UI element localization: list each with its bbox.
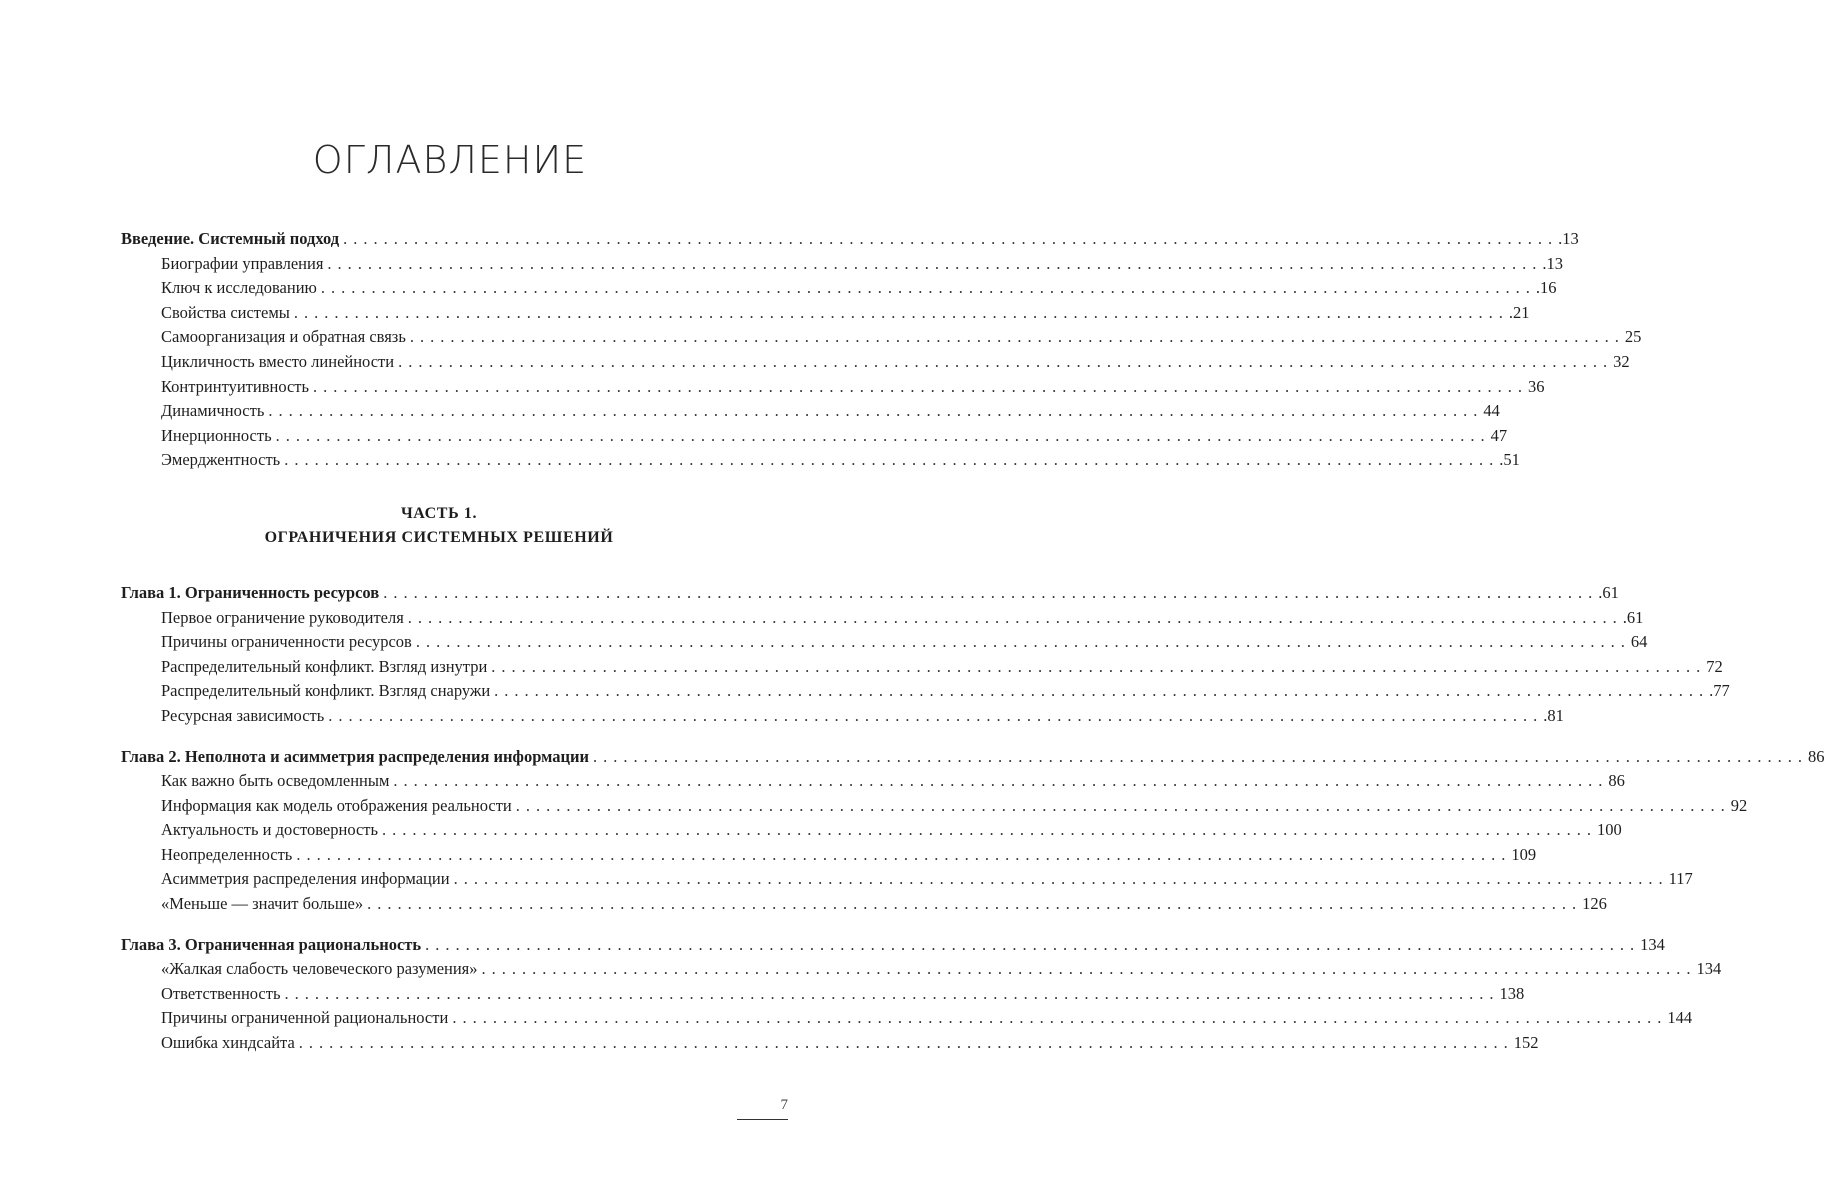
toc-page-number: .16 xyxy=(1535,278,1557,298)
toc-entry-title: Информация как модель отображения реальности xyxy=(161,795,512,815)
toc-page-number: 44 xyxy=(1483,401,1500,421)
toc-entry-title: Распределительный конфликт. Взгляд изнутри xyxy=(161,656,488,676)
page-number: 7 xyxy=(780,1097,788,1113)
toc-page-number: .13 xyxy=(1542,253,1564,273)
toc-entry[interactable] xyxy=(121,276,1557,301)
dot-leader: ........................................................................................................................ xyxy=(415,632,1631,652)
toc-page-number: 117 xyxy=(1668,869,1693,889)
toc-chapter-heading[interactable] xyxy=(121,581,1619,606)
toc-entry[interactable] xyxy=(121,448,1520,473)
toc-page-number: 126 xyxy=(1582,894,1607,914)
dot-leader: ........................................................................................................................ xyxy=(275,425,1491,445)
toc-entry[interactable] xyxy=(121,818,1622,843)
toc-entry[interactable] xyxy=(121,892,1607,917)
dot-leader: ........................................................................................................................ xyxy=(452,1008,1668,1028)
toc-entry[interactable] xyxy=(121,1031,1539,1056)
dot-leader: ........................................................................................................................ xyxy=(327,253,1543,273)
table-of-contents xyxy=(121,227,1825,1056)
dot-leader: ........................................................................................................................ xyxy=(494,681,1710,701)
dot-leader: ........................................................................................................................ xyxy=(298,1033,1514,1053)
dot-leader: ........................................................................................................................ xyxy=(491,656,1707,676)
dot-leader: ........................................................................................................................ xyxy=(284,450,1500,470)
toc-page-number: .21 xyxy=(1508,302,1530,322)
page-title: ОГЛАВЛЕНИЕ xyxy=(312,138,588,182)
toc-entry[interactable] xyxy=(121,630,1648,655)
toc-entry-title: Причины ограниченной рациональности xyxy=(161,1008,449,1028)
toc-entry-title: Асимметрия распределения информации xyxy=(161,869,450,889)
part-label: ЧАСТЬ 1. xyxy=(400,504,478,522)
dot-leader: ........................................................................................................................ xyxy=(284,983,1500,1003)
toc-entry[interactable] xyxy=(121,794,1748,819)
toc-entry-title: Первое ограничение руководителя xyxy=(161,607,404,627)
toc-entry-title: Распределительный конфликт. Взгляд снаружи xyxy=(161,681,491,701)
toc-entry[interactable] xyxy=(121,399,1500,424)
toc-page-number: .61 xyxy=(1622,607,1644,627)
dot-leader: ........................................................................................................................ xyxy=(593,746,1809,766)
toc-page-number: 25 xyxy=(1624,327,1642,347)
toc-entry[interactable] xyxy=(121,769,1625,794)
dot-leader: ........................................................................................................................ xyxy=(409,327,1625,347)
page-number-rule xyxy=(737,1119,788,1120)
toc-entry-title: Ресурсная зависимость xyxy=(161,705,325,725)
toc-entry[interactable] xyxy=(121,957,1722,982)
toc-page-number: 109 xyxy=(1511,844,1537,864)
toc-page-number: 86 xyxy=(1608,771,1625,791)
toc-entry[interactable] xyxy=(121,982,1525,1007)
toc-entry-title: Эмерджентность xyxy=(161,450,281,470)
dot-leader: ........................................................................................................................ xyxy=(453,869,1669,889)
toc-entry-title: Ключ к исследованию xyxy=(161,278,317,298)
toc-entry[interactable] xyxy=(121,655,1723,680)
dot-leader: ........................................................................................................................ xyxy=(293,302,1509,322)
dot-leader: ........................................................................................................................ xyxy=(515,795,1731,815)
toc-page-number: 72 xyxy=(1706,656,1723,676)
toc-chapter-heading[interactable] xyxy=(121,745,1825,770)
dot-leader: ........................................................................................................................ xyxy=(296,844,1512,864)
toc-page-number: .77 xyxy=(1709,681,1730,701)
toc-entry[interactable] xyxy=(121,704,1564,729)
dot-leader: ........................................................................................................................ xyxy=(320,278,1536,298)
toc-page-number: 64 xyxy=(1630,632,1648,652)
toc-intro-heading[interactable] xyxy=(121,227,1579,252)
toc-page-number: 138 xyxy=(1499,983,1525,1003)
toc-entry-title: Цикличность вместо линейности xyxy=(161,351,395,371)
dot-leader: ........................................................................................................................ xyxy=(398,351,1614,371)
toc-page-number: .81 xyxy=(1543,705,1564,725)
dot-leader: ........................................................................................................................ xyxy=(268,401,1484,421)
toc-entry[interactable] xyxy=(121,1006,1693,1031)
dot-leader: ........................................................................................................................ xyxy=(407,607,1623,627)
toc-entry-title: Динамичность xyxy=(161,401,265,421)
dot-leader: ........................................................................................................................ xyxy=(328,705,1544,725)
toc-entry[interactable] xyxy=(121,679,1730,704)
toc-entry[interactable] xyxy=(121,375,1545,400)
part-title: ОГРАНИЧЕНИЯ СИСТЕМНЫХ РЕШЕНИЙ xyxy=(264,528,614,546)
dot-leader: ........................................................................................................................ xyxy=(425,934,1641,954)
toc-page-number: 134 xyxy=(1696,959,1722,979)
toc-entry[interactable] xyxy=(121,301,1530,326)
toc-entry-title: Неопределенность xyxy=(161,844,293,864)
toc-page-number: 152 xyxy=(1513,1033,1539,1053)
dot-leader: ........................................................................................................................ xyxy=(367,894,1583,914)
toc-chapter-heading[interactable] xyxy=(121,933,1665,958)
toc-entry[interactable] xyxy=(121,843,1537,868)
toc-entry-title: Глава 3. Ограниченная рациональность xyxy=(121,934,422,954)
toc-entry-title: Контринтуитивность xyxy=(161,376,310,396)
toc-page-number: .61 xyxy=(1598,582,1619,602)
toc-entry-title: Глава 2. Неполнота и асимметрия распределения информации xyxy=(121,746,590,766)
toc-entry[interactable] xyxy=(121,867,1693,892)
toc-entry-title: Как важно быть осведомленным xyxy=(161,771,390,791)
toc-entry[interactable] xyxy=(121,325,1642,350)
toc-entry[interactable] xyxy=(121,424,1508,449)
toc-entry-title: Ответственность xyxy=(161,983,281,1003)
toc-entry-title: Свойства системы xyxy=(161,302,290,322)
dot-leader: ........................................................................................................................ xyxy=(313,376,1529,396)
toc-entry-title: «Меньше — значит больше» xyxy=(161,894,364,914)
toc-entry-title: Глава 1. Ограниченность ресурсов xyxy=(121,582,380,602)
toc-entry[interactable] xyxy=(121,606,1644,631)
toc-page-number: 32 xyxy=(1613,351,1630,371)
dot-leader: ........................................................................................................................ xyxy=(382,820,1598,840)
toc-entry[interactable] xyxy=(121,252,1564,277)
dot-leader: ........................................................................................................................ xyxy=(481,959,1697,979)
dot-leader: ........................................................................................................................ xyxy=(343,229,1559,248)
toc-page-number: 47 xyxy=(1490,425,1508,445)
toc-entry-title: Самоорганизация и обратная связь xyxy=(161,327,406,347)
toc-page-number: 100 xyxy=(1597,820,1622,840)
dot-leader: ........................................................................................................................ xyxy=(393,771,1609,791)
toc-entry-title: Инерционность xyxy=(161,425,272,445)
toc-entry[interactable] xyxy=(121,350,1630,375)
toc-page-number: .13 xyxy=(1558,229,1579,248)
toc-entry-title: Ошибка хиндсайта xyxy=(161,1033,295,1053)
toc-page-number: 36 xyxy=(1528,376,1545,396)
toc-page-number: 134 xyxy=(1640,934,1665,954)
toc-entry-title: Биографии управления xyxy=(161,253,324,273)
toc-page-number: 144 xyxy=(1667,1008,1693,1028)
toc-page-number: .51 xyxy=(1499,450,1520,470)
dot-leader: ........................................................................................................................ xyxy=(383,582,1599,602)
toc-entry-title: Введение. Системный подход xyxy=(121,229,340,248)
toc-entry-title: «Жалкая слабость человеческого разумения» xyxy=(161,959,478,979)
toc-entry-title: Актуальность и достоверность xyxy=(161,820,379,840)
toc-entry-title: Причины ограниченности ресурсов xyxy=(161,632,412,652)
toc-page-number: 92 xyxy=(1730,795,1748,815)
toc-page-number: 86 xyxy=(1808,746,1825,766)
